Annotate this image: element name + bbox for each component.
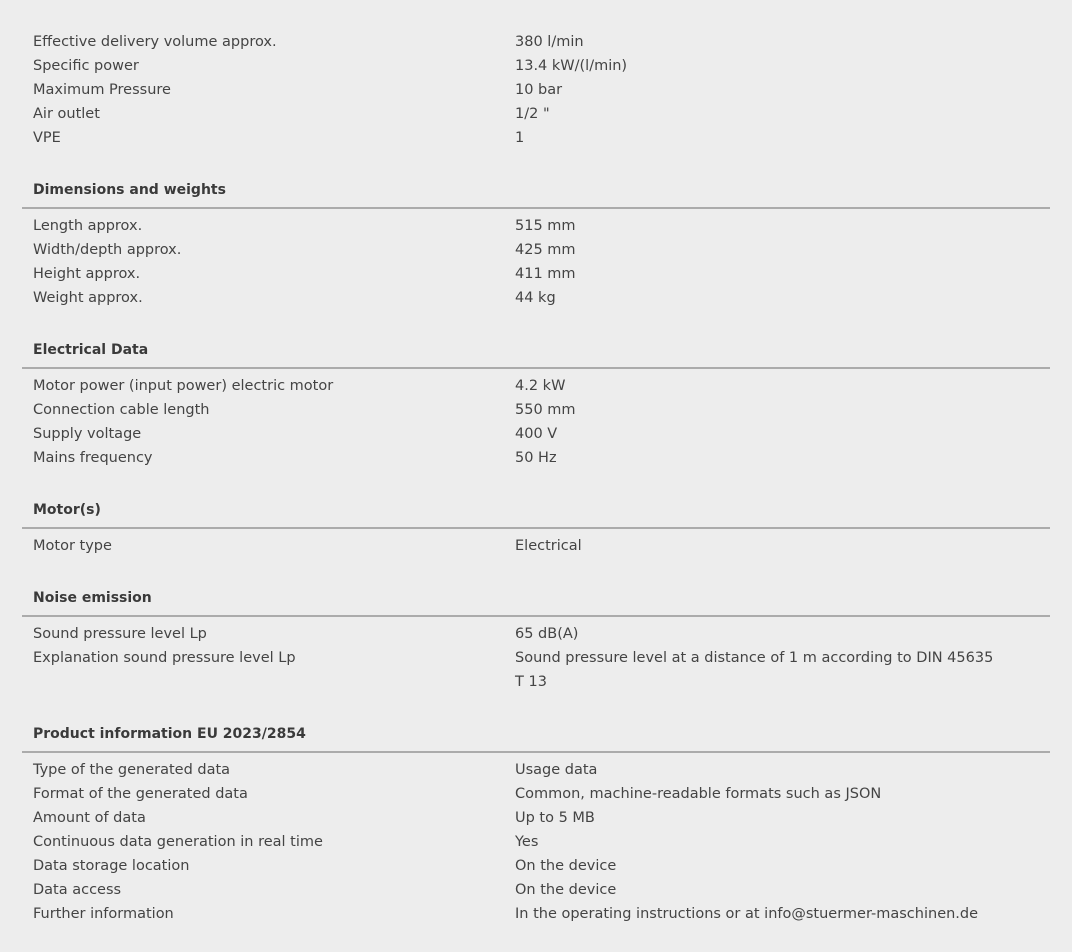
spec-section: [0, 338, 1072, 470]
spec-row: [0, 30, 1072, 54]
section-divider: [22, 207, 1050, 209]
section-divider: [22, 615, 1050, 617]
spec-section: [0, 498, 1072, 558]
spec-label: Further information: [33, 906, 174, 922]
spec-row: [0, 286, 1072, 310]
spec-section: [0, 586, 1072, 694]
spec-row: [0, 758, 1072, 782]
spec-label: Supply voltage: [33, 426, 142, 442]
spec-row: [0, 374, 1072, 398]
spec-label: Air outlet: [33, 106, 100, 122]
spec-row: [0, 534, 1072, 558]
section-title: Dimensions and weights: [33, 182, 226, 198]
section-title: Electrical Data: [33, 342, 149, 358]
spec-label: VPE: [33, 130, 61, 146]
spec-row: [0, 126, 1072, 150]
spec-label: Motor power (input power) electric motor: [33, 378, 334, 394]
section-title: Noise emission: [33, 590, 152, 606]
spec-section: [0, 178, 1072, 310]
spec-label: Length approx.: [33, 218, 143, 234]
spec-label: Height approx.: [33, 266, 141, 282]
spec-label: Amount of data: [33, 810, 146, 826]
spec-value: 515 mm: [515, 218, 576, 234]
spec-label: Weight approx.: [33, 290, 143, 306]
spec-label: Width/depth approx.: [33, 242, 182, 258]
spec-value: 425 mm: [515, 242, 576, 258]
spec-label: Explanation sound pressure level Lp: [33, 650, 296, 666]
section-divider: [22, 527, 1050, 529]
spec-value: Electrical: [515, 538, 582, 554]
spec-row: [0, 78, 1072, 102]
spec-value: Sound pressure level at a distance of 1 m according to DIN 45635 T 13: [515, 650, 994, 690]
spec-value: 1/2 ": [515, 106, 550, 122]
spec-value: 65 dB(A): [515, 626, 579, 642]
spec-row: [0, 54, 1072, 78]
spec-label: Sound pressure level Lp: [33, 626, 207, 642]
section-title: Product information EU 2023/2854: [33, 726, 306, 742]
section-divider: [22, 367, 1050, 369]
spec-value: 10 bar: [515, 82, 563, 98]
spec-row: [0, 446, 1072, 470]
spec-row: [0, 830, 1072, 854]
spec-value: Usage data: [515, 762, 598, 778]
spec-value: 380 l/min: [515, 34, 584, 50]
spec-section: [0, 30, 1072, 150]
spec-value: 400 V: [515, 426, 558, 442]
spec-row: [0, 214, 1072, 238]
spec-row: [0, 646, 1072, 694]
spec-section: [0, 722, 1072, 926]
spec-value: 50 Hz: [515, 450, 557, 466]
spec-row: [0, 854, 1072, 878]
spec-label: Continuous data generation in real time: [33, 834, 323, 850]
section-title: Motor(s): [33, 502, 101, 518]
spec-label: Data storage location: [33, 858, 190, 874]
spec-value: 13.4 kW/(l/min): [515, 58, 628, 74]
spec-value: Yes: [515, 834, 539, 850]
spec-value: In the operating instructions or at info@stuermer-maschinen.de: [515, 906, 979, 922]
spec-label: Specific power: [33, 58, 139, 74]
spec-row: [0, 422, 1072, 446]
spec-row: [0, 622, 1072, 646]
spec-label: Mains frequency: [33, 450, 153, 466]
spec-label: Maximum Pressure: [33, 82, 171, 98]
spec-value: 411 mm: [515, 266, 576, 282]
section-divider: [22, 751, 1050, 753]
spec-label: Type of the generated data: [33, 762, 231, 778]
spec-value: 550 mm: [515, 402, 576, 418]
spec-label: Effective delivery volume approx.: [33, 34, 277, 50]
spec-row: [0, 102, 1072, 126]
spec-row: [0, 262, 1072, 286]
spec-value: 4.2 kW: [515, 378, 566, 394]
spec-row: [0, 878, 1072, 902]
spec-row: [0, 238, 1072, 262]
spec-row: [0, 398, 1072, 422]
spec-row: [0, 902, 1072, 926]
spec-label: Motor type: [33, 538, 112, 554]
spec-label: Format of the generated data: [33, 786, 248, 802]
spec-row: [0, 782, 1072, 806]
spec-value: 44 kg: [515, 290, 556, 306]
spec-value: 1: [515, 130, 525, 146]
spec-label: Data access: [33, 882, 122, 898]
spec-row: [0, 806, 1072, 830]
spec-value: Common, machine-readable formats such as JSON: [515, 786, 882, 802]
spec-value: Up to 5 MB: [515, 810, 595, 826]
spec-value: On the device: [515, 882, 617, 898]
spec-label: Connection cable length: [33, 402, 210, 418]
spec-value: On the device: [515, 858, 617, 874]
